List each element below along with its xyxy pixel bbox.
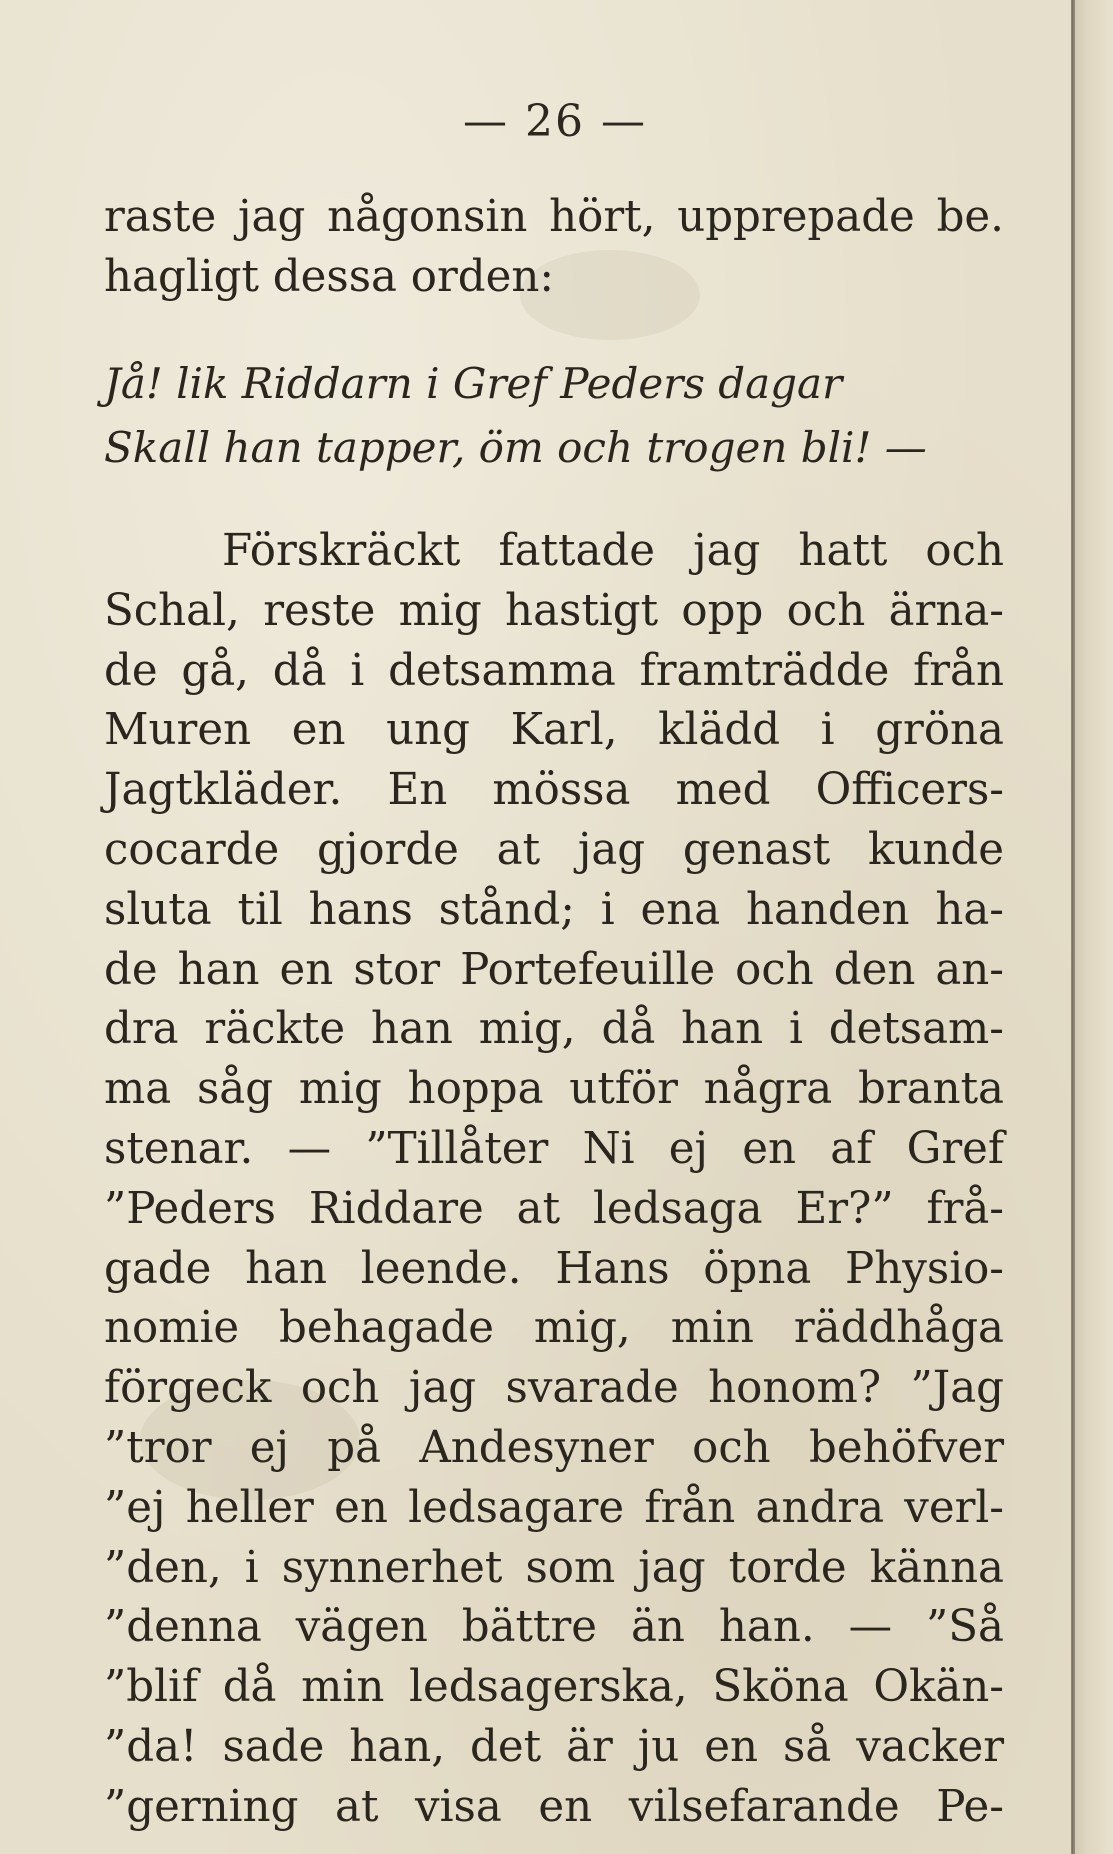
text-line: nomie behagade mig, min räddhåga [104, 1303, 1004, 1354]
text-line: de gå, då i detsamma framträdde från [104, 645, 1004, 696]
opening-lines [104, 188, 1004, 308]
text-line: raste jag någonsin hört, upprepade be. [104, 192, 1004, 242]
text-line: ”den, i synnerhet som jag torde känna [104, 1542, 1004, 1593]
verse-line: Jå! lik Riddarn i Gref Peders dagar [104, 359, 843, 408]
text-line: Förskräckt fattade jag hatt och [222, 526, 1004, 576]
main-paragraph [104, 522, 1004, 1838]
text-line: förgeck och jag svarade honom? ”Jag [104, 1363, 1004, 1414]
page-number: — 26 — [463, 96, 647, 147]
text-line: ”denna vägen bättre än han. — ”Så [104, 1602, 1004, 1653]
text-line: Schal, reste mig hastigt opp och ärna- [104, 585, 1004, 636]
page-gutter [1071, 0, 1113, 1854]
text-line: ”tror ej på Andesyner och behöfver [104, 1422, 1004, 1473]
text-line: dra räckte han mig, då han i detsam- [104, 1004, 1004, 1055]
text-line: sluta til hans stånd; i ena handen ha- [104, 884, 1004, 935]
text-line: hagligt dessa orden: [104, 251, 555, 302]
text-line: stenar. — ”Tillåter Ni ej en af Gref [104, 1123, 1004, 1174]
text-line: ”ej heller en ledsagare från andra verl- [104, 1482, 1004, 1533]
verse-line: Skall han tapper, öm och trogen bli! — [104, 423, 927, 472]
text-line: cocarde gjorde at jag genast kunde [104, 824, 1004, 875]
text-line: ”da! sade han, det är ju en så vacker [104, 1721, 1004, 1772]
text-line: Jagtkläder. En mössa med Officers- [104, 765, 1004, 816]
text-line: Muren en ung Karl, klädd i gröna [104, 705, 1004, 756]
text-line: ”Peders Riddare at ledsaga Er?” frå- [104, 1183, 1004, 1234]
text-line: gade han leende. Hans öpna Physio- [104, 1243, 1004, 1294]
text-line: ”gerning at visa en vilsefarande Pe- [104, 1781, 1004, 1832]
text-line: ma såg mig hoppa utför några branta [104, 1064, 1004, 1115]
text-line: de han en stor Portefeuille och den an- [104, 944, 1004, 995]
verse-block [104, 352, 1004, 480]
text-line: ”blif då min ledsagerska, Sköna Okän- [104, 1662, 1004, 1713]
binding-edge [1072, 0, 1075, 1854]
